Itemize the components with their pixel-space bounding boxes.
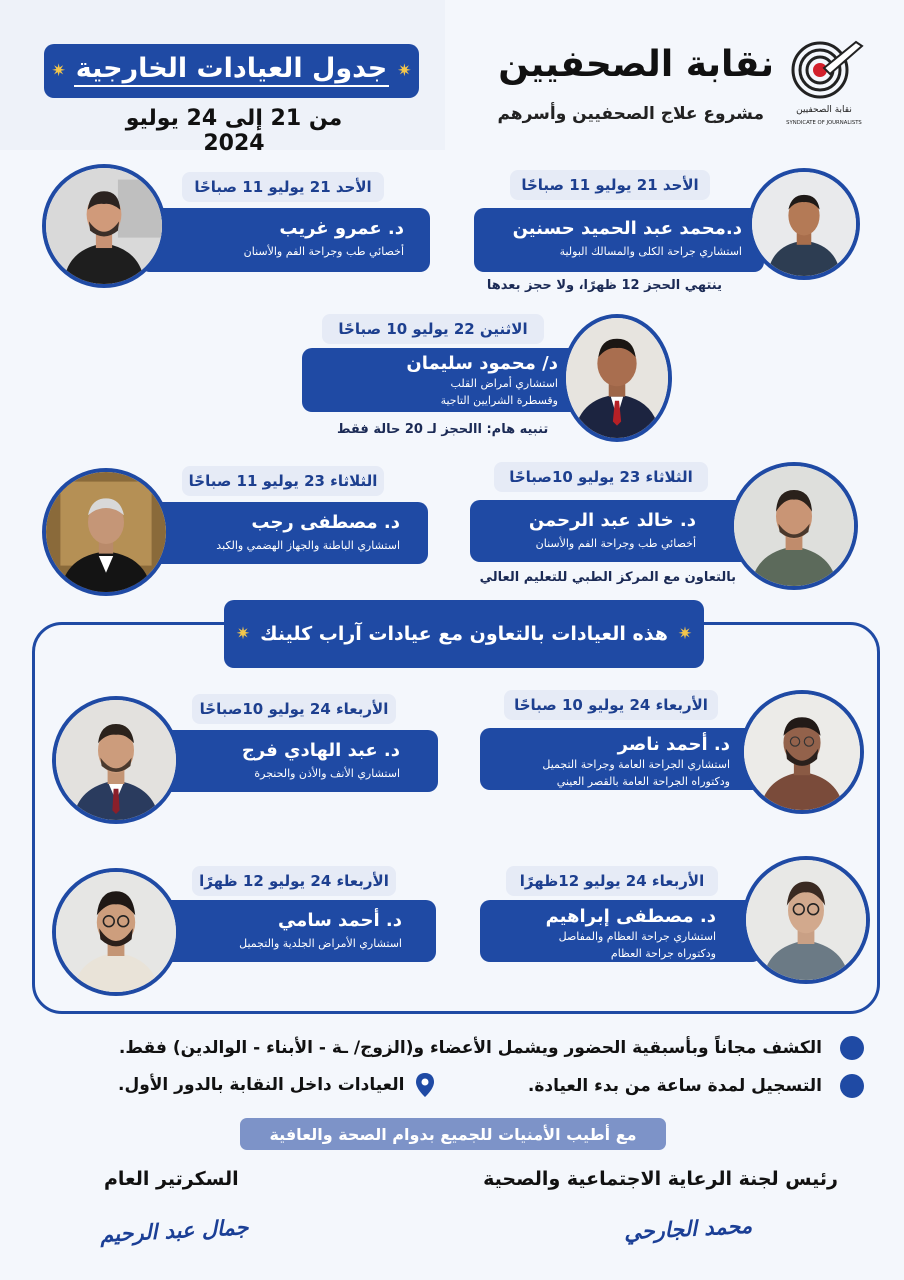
doctor-card bbox=[474, 208, 764, 272]
star-icon: ✷ bbox=[677, 624, 693, 644]
signature: محمد الجارحي bbox=[623, 1212, 753, 1245]
booking-note: ينتهي الحجز 12 ظهرًا، ولا حجز بعدها bbox=[486, 278, 722, 293]
doctor-date: الأربعاء 24 يوليو 10 صباحًا bbox=[504, 690, 718, 720]
doctor-date: الأحد 21 يوليو 11 صباحًا bbox=[182, 172, 384, 202]
doctor-date: الثلاثاء 23 يوليو 10صباحًا bbox=[494, 462, 708, 492]
bullet-registration bbox=[528, 1074, 864, 1098]
star-icon: ✷ bbox=[397, 61, 412, 81]
doctor-card bbox=[150, 900, 436, 962]
doctor-photo bbox=[742, 856, 870, 984]
doctor-photo bbox=[42, 468, 170, 596]
doctor-specialty: أخصائي طب وجراحة الفم والأسنان bbox=[535, 537, 696, 550]
doctor-date: الأربعاء 24 يوليو 12 ظهرًا bbox=[192, 866, 396, 896]
doctor-name: د/ محمود سليمان bbox=[406, 353, 558, 374]
doctor-name: د. عبد الهادي فرج bbox=[241, 740, 400, 761]
doctor-date: الأربعاء 24 يوليو 12ظهرًا bbox=[506, 866, 718, 896]
doctor-date: الأحد 21 يوليو 11 صباحًا bbox=[510, 170, 710, 200]
org-subtitle: مشروع علاج الصحفيين وأسرهم bbox=[497, 104, 764, 124]
doctor-specialty: استشاري الأنف والأذن والحنجرة bbox=[254, 767, 400, 780]
doctor-specialty: ودكتوراه الجراحة العامة بالقصر العيني bbox=[556, 774, 730, 788]
logo-text-ar: نقابة الصحفيين bbox=[796, 105, 852, 115]
doctor-specialty: استشاري الأمراض الجلدية والتجميل bbox=[239, 937, 402, 950]
star-icon: ✷ bbox=[51, 61, 66, 81]
doctor-name: د. مصطفى رجب bbox=[251, 512, 400, 533]
org-name: نقابة الصحفيين bbox=[498, 44, 774, 85]
partnership-banner bbox=[224, 600, 704, 668]
doctor-card bbox=[140, 208, 430, 272]
doctor-photo bbox=[748, 168, 860, 280]
schedule-title: جدول العيادات الخارجية bbox=[74, 55, 390, 87]
doctor-name: د.محمد عبد الحميد حسنين bbox=[512, 218, 742, 239]
bullet-text: التسجيل لمدة ساعة من بدء العيادة. bbox=[527, 1076, 822, 1096]
doctor-date: الأربعاء 24 يوليو 10صباحًا bbox=[192, 694, 396, 724]
doctor-name: د. خالد عبد الرحمن bbox=[528, 510, 696, 531]
doctor-specialty: استشاري الباطنة والجهاز الهضمي والكبد bbox=[216, 539, 400, 552]
doctor-specialty: استشاري أمراض القلب bbox=[450, 377, 558, 390]
doctor-card bbox=[480, 728, 762, 790]
doctor-specialty: استشاري جراحة العظام والمفاصل bbox=[558, 930, 716, 943]
doctor-photo bbox=[730, 462, 858, 590]
signer-title: السكرتير العام bbox=[104, 1168, 239, 1190]
wishes-bar: مع أطيب الأمنيات للجميع بدوام الصحة والعافية bbox=[240, 1118, 666, 1150]
bullet-dot-icon bbox=[840, 1036, 864, 1060]
doctor-card bbox=[302, 348, 592, 412]
bullet-free-consultation bbox=[119, 1036, 864, 1060]
doctor-card bbox=[470, 500, 760, 562]
doctor-specialty: استشاري جراحة الكلى والمسالك البولية bbox=[559, 245, 742, 258]
star-icon: ✷ bbox=[235, 624, 251, 644]
doctor-name: د. أحمد سامي bbox=[277, 910, 402, 931]
partner-note: بالتعاون مع المركز الطبي للتعليم العالي bbox=[479, 570, 736, 585]
doctor-card bbox=[150, 730, 438, 792]
doctor-specialty: استشاري الجراحة العامة وجراحة التجميل bbox=[542, 758, 730, 771]
doctor-photo bbox=[562, 314, 672, 442]
doctor-name: د. عمرو غريب bbox=[279, 218, 404, 239]
doctor-specialty: ودكتوراه جراحة العظام bbox=[610, 946, 716, 960]
doctor-photo bbox=[740, 690, 864, 814]
doctor-specialty: أخصائي طب وجراحة الفم والأسنان bbox=[243, 245, 404, 258]
doctor-date: الثلاثاء 23 يوليو 11 صباحًا bbox=[182, 466, 384, 496]
signer-title: رئيس لجنة الرعاية الاجتماعية والصحية bbox=[483, 1168, 838, 1190]
doctor-card bbox=[130, 502, 428, 564]
syndicate-logo bbox=[786, 38, 864, 130]
partnership-title: هذه العيادات بالتعاون مع عيادات آراب كلينك bbox=[260, 623, 668, 645]
date-range: من 21 إلى 24 يوليو 2024 bbox=[125, 106, 343, 156]
location-text: العيادات داخل النقابة بالدور الأول. bbox=[118, 1075, 405, 1095]
doctor-name: د. مصطفى إبراهيم bbox=[545, 906, 716, 927]
schedule-title-banner bbox=[44, 44, 419, 98]
booking-limit-note: تنبيه هام: االحجز لـ 20 حالة فقط bbox=[337, 422, 549, 437]
logo-text-en: SYNDICATE OF JOURNALISTS bbox=[786, 120, 862, 126]
doctor-date: الاثنين 22 يوليو 10 صباحًا bbox=[322, 314, 544, 344]
doctor-photo bbox=[42, 164, 166, 288]
bullet-dot-icon bbox=[840, 1074, 864, 1098]
doctor-photo bbox=[52, 868, 180, 996]
doctor-photo bbox=[52, 696, 180, 824]
bullet-text: الكشف مجاناً وبأسبقية الحضور ويشمل الأعضاء و(الزوج/ ـة - الأبناء - الوالدين) فقط. bbox=[118, 1038, 822, 1058]
location-pin-icon bbox=[414, 1072, 436, 1098]
signature: جمال عبد الرحيم bbox=[99, 1214, 249, 1247]
doctor-name: د. أحمد ناصر bbox=[617, 734, 730, 755]
location-row bbox=[118, 1072, 436, 1098]
doctor-specialty: وقسطرة الشرايين التاجية bbox=[440, 393, 558, 407]
doctor-card bbox=[480, 900, 762, 962]
